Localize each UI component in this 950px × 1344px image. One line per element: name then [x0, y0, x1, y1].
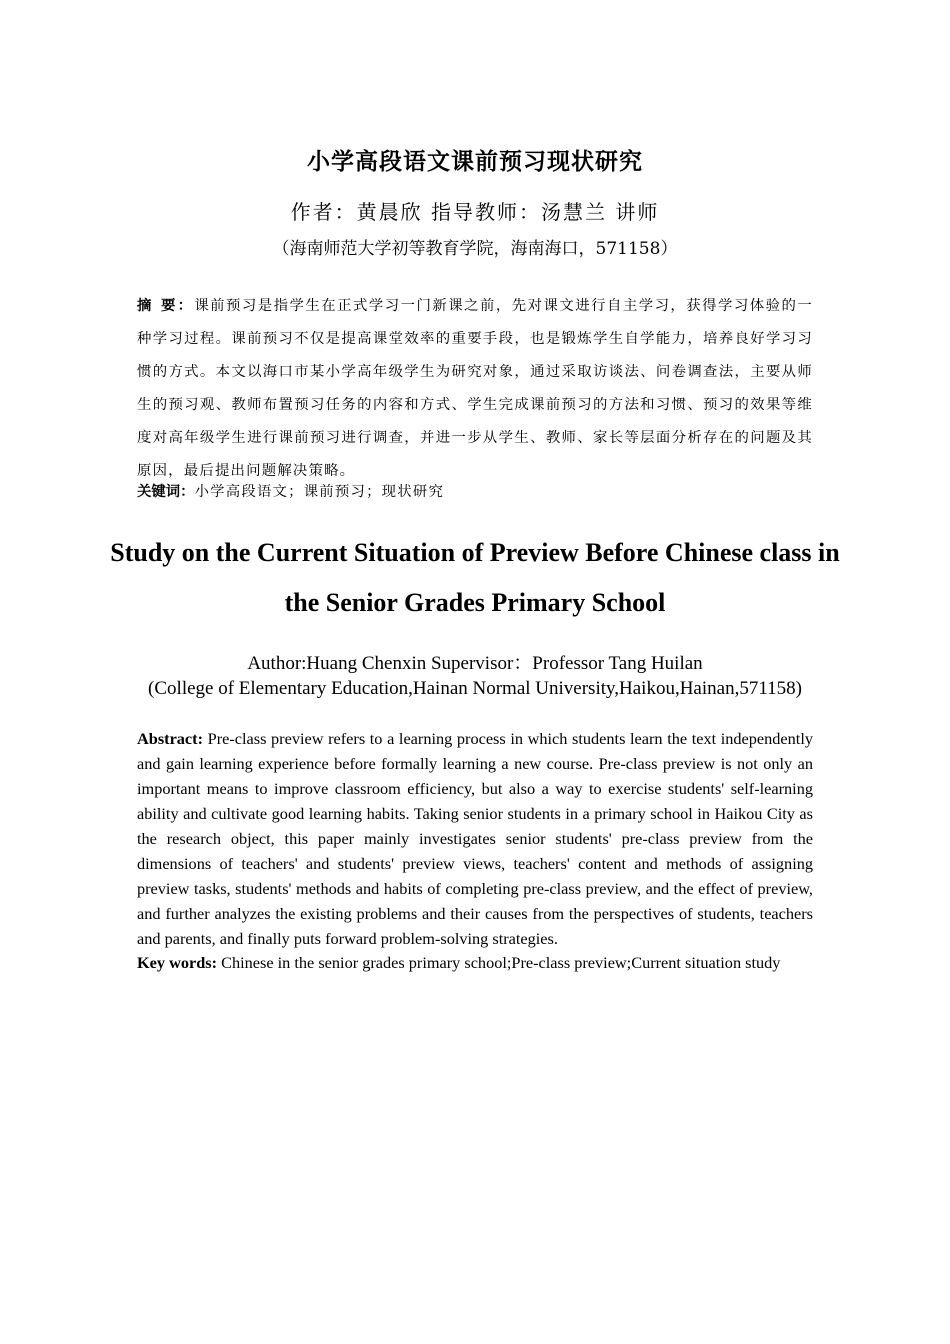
english-affiliation: (College of Elementary Education,Hainan Normal University,Haikou,Hainan,571158)	[148, 678, 802, 699]
chinese-abstract	[137, 290, 813, 488]
chinese-title: 小学高段语文课前预习现状研究	[307, 149, 643, 175]
english-title: Study on the Current Situation of Preview Before Chinese class in the Senior Grades Primary School	[110, 538, 840, 617]
english-keywords-label: Key words:	[137, 953, 218, 972]
english-abstract-label: Abstract:	[137, 729, 204, 748]
english-keywords-text: Chinese in the senior grades primary school;Pre-class preview;Current situation study	[221, 953, 781, 972]
chinese-author-line: 作者：黄晨欣 指导教师：汤慧兰 讲师	[290, 200, 660, 224]
english-abstract-text: Pre-class preview refers to a learning process in which students learn the text independently and gain learning experience before formally learning a new course. Pre-class preview is not only an important means to improve classroom efficiency, but also a way to exercise students' self-learning ability and cultivate good learning habits. Taking senior students in a primary school in Haikou City as the research object, this paper mainly investigates senior students' pre-class preview from the dimensions of teachers' and students' preview views, teachers' content and methods of assigning preview tasks, students' methods and habits of completing pre-class preview, and the effect of preview, and further analyzes the existing problems and their causes from the perspectives of students, teachers and parents, and finally puts forward problem-solving strategies.	[137, 729, 813, 948]
chinese-keywords	[137, 480, 813, 504]
english-author-line: Author:Huang Chenxin Supervisor：Professor Tang Huilan	[247, 653, 703, 674]
chinese-affiliation: （海南师范大学初等教育学院，海南海口，571158）	[272, 239, 678, 259]
chinese-keywords-text: 小学高段语文；课前预习；现状研究	[194, 484, 445, 500]
chinese-abstract-label: 摘 要：	[137, 298, 195, 314]
english-abstract	[137, 726, 813, 951]
chinese-abstract-text: 课前预习是指学生在正式学习一门新课之前，先对课文进行自主学习，获得学习体验的一种学习过程。课前预习不仅是提高课堂效率的重要手段，也是锻炼学生自学能力，培养良好学习习惯的方式。本文以海口市某小学高年级学生为研究对象，通过采取访谈法、问卷调查法，主要从师生的预习观、教师布置预习任务的内容和方式、学生完成课前预习的方法和习惯、预习的效果等维度对高年级学生进行课前预习进行调查，并进一步从学生、教师、家长等层面分析存在的问题及其原因，最后提出问题解决策略。	[137, 298, 813, 479]
english-keywords	[137, 950, 813, 975]
chinese-keywords-label: 关键词：	[137, 484, 195, 500]
